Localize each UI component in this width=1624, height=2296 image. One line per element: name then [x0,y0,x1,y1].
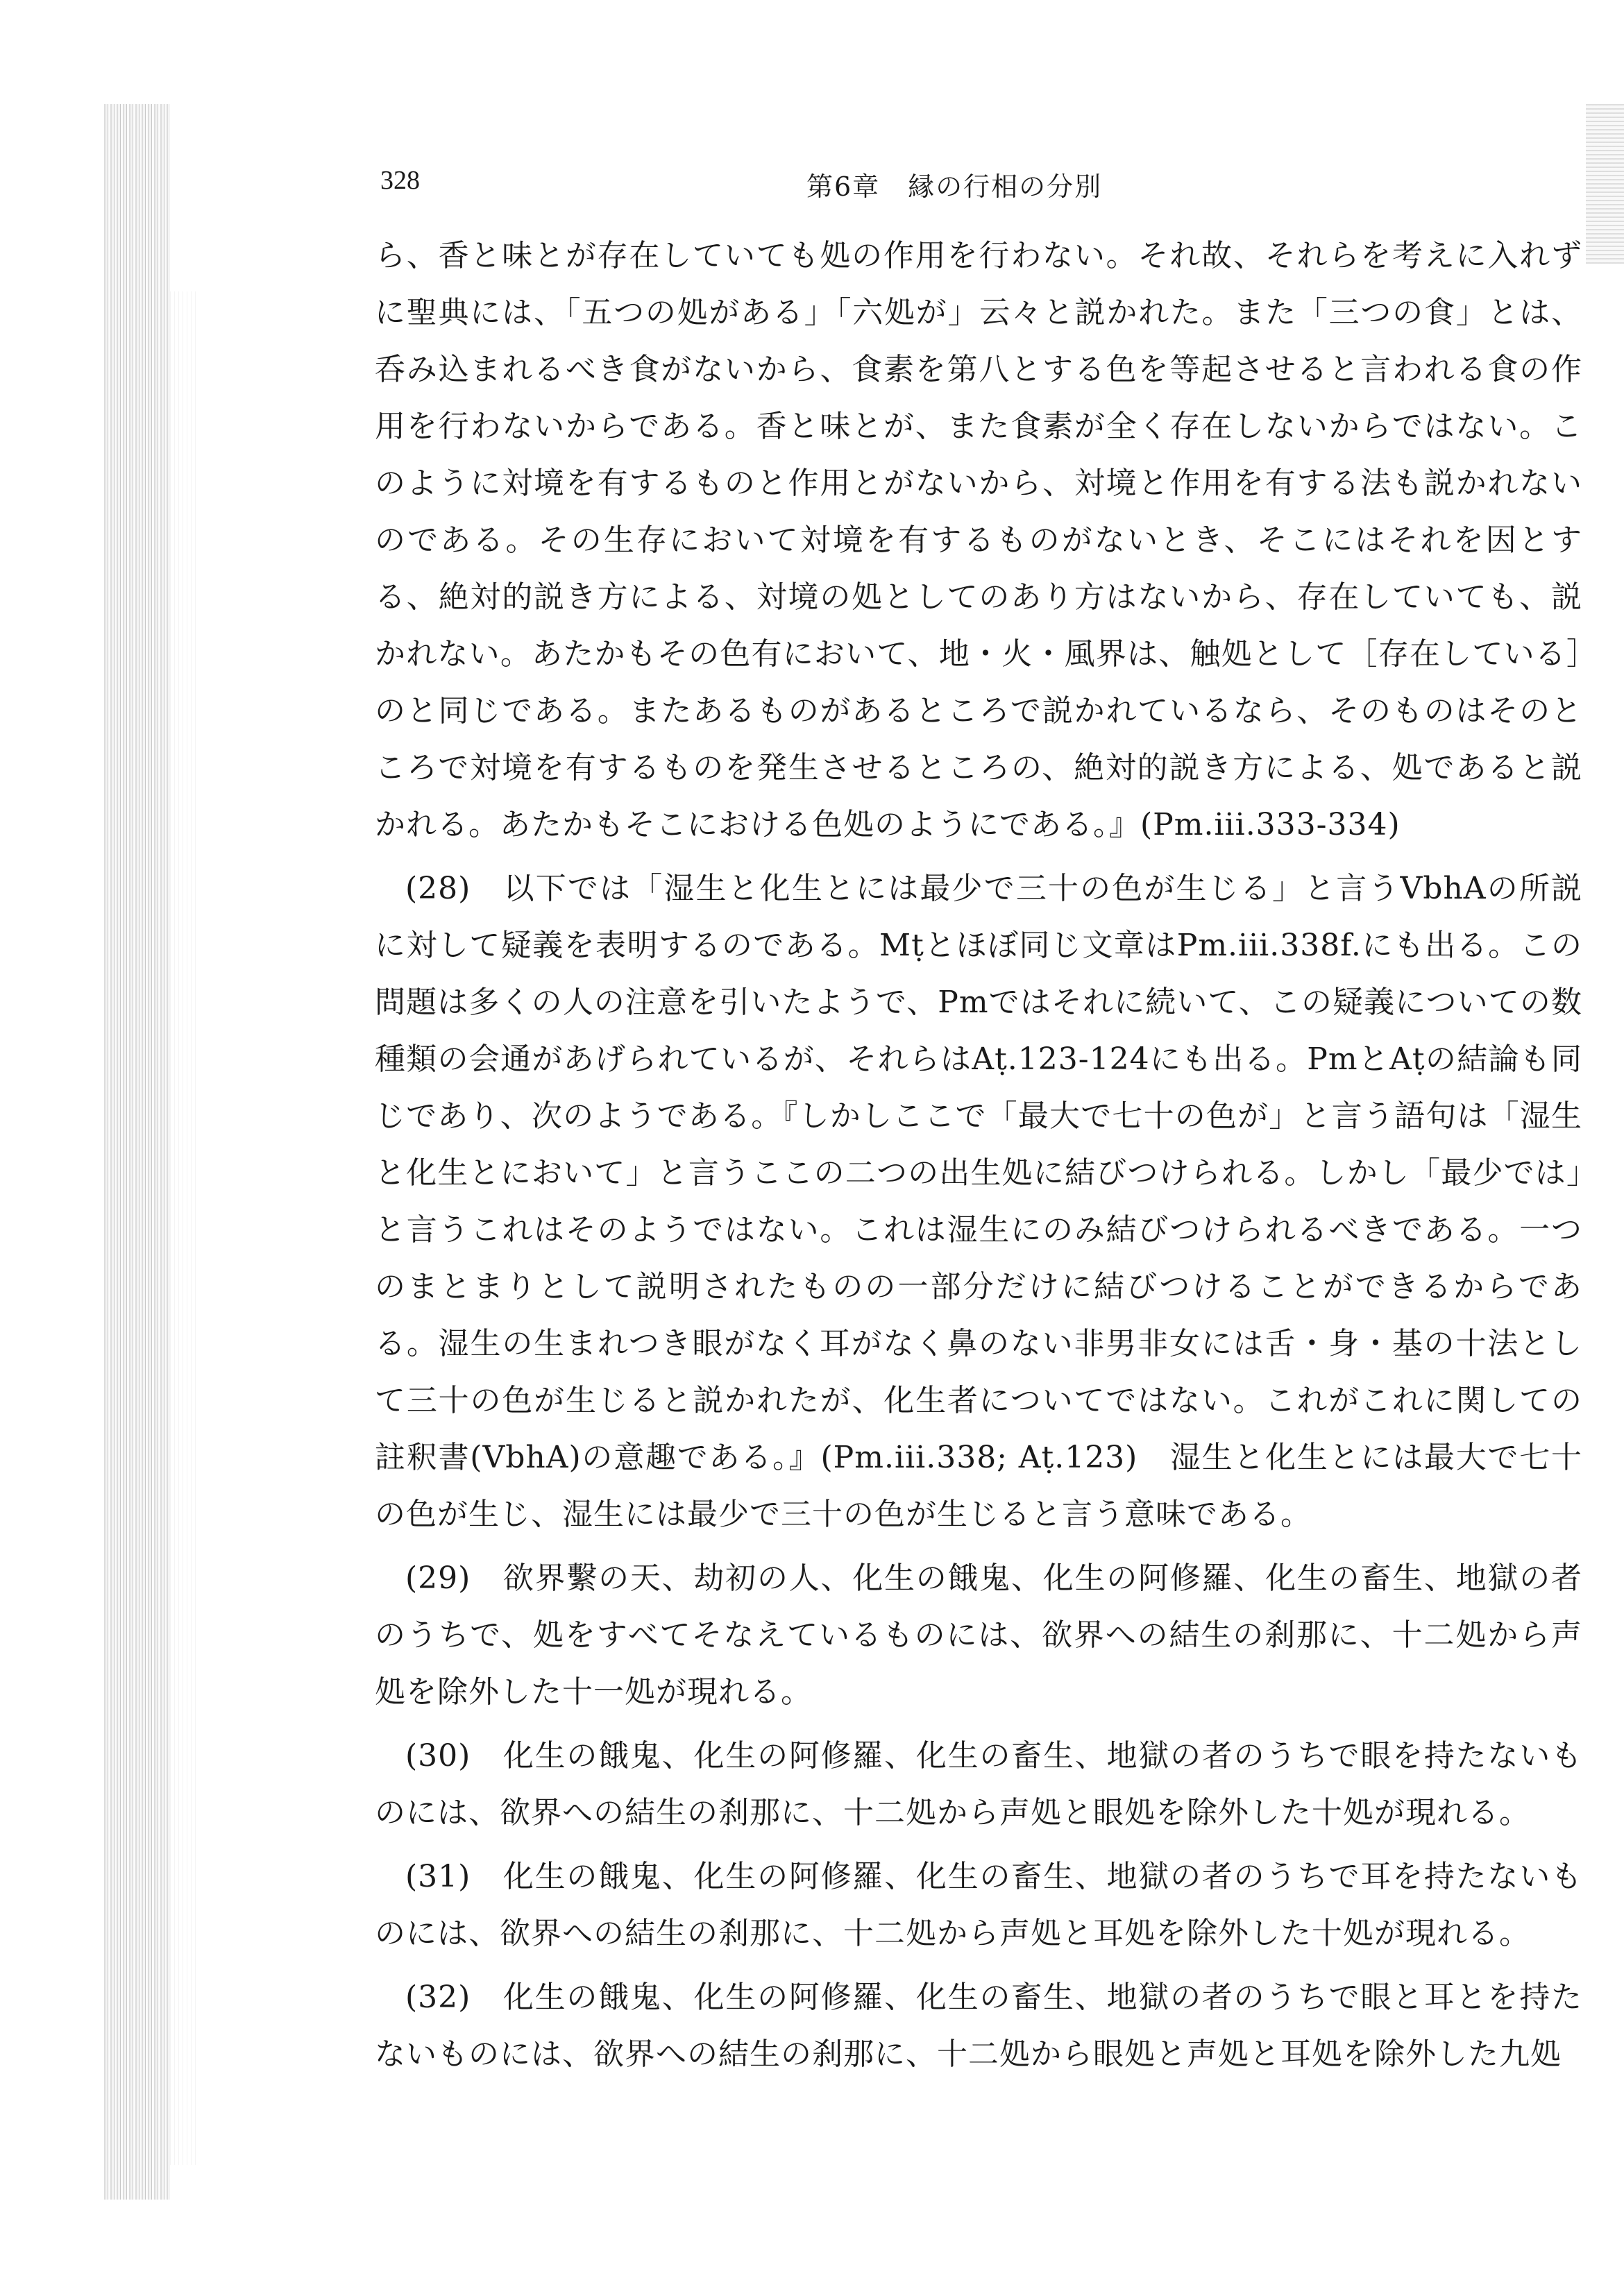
page-number: 328 [380,166,420,195]
paragraph-continuation: ら、香と味とが存在していても処の作用を行わない。それ故、それらを考えに入れずに聖典には、「五つの処がある」「六処が」云々と説かれた。また「三つの食」とは、呑み込まれるべき食がないから、食素を第八とする色を等起させると言われる食の作用を行わないからである。香と味とが、また食素が全く存在しないからではない。このように対境を有するものと作用とがないから、対境と作用を有する法も説かれないのである。その生存において対境を有するものがないとき、そこにはそれを因とする、絶対的説き方による、対境の処としてのあり方はないから、存在していても、説かれない。あたかもその色有において、地・火・風界は、触処として［存在している］のと同じである。またあるものがあるところで説かれているなら、そのものはそのところで対境を有するものを発生させるところの、絶対的説き方による、処であると説かれる。あたかもそこにおける色処のようにである。』(Pm.iii.333-334) [375,238,1582,842]
binding-gutter [104,104,170,2200]
note-32: (32) 化生の餓鬼、化生の阿修羅、化生の畜生、地獄の者のうちで眼と耳とを持たないものには、欲界への結生の刹那に、十二処から眼処と声処と耳処を除外した九処 [375,1980,1582,2072]
note-30: (30) 化生の餓鬼、化生の阿修羅、化生の畜生、地獄の者のうちで眼を持たないものには、欲界への結生の刹那に、十二処から声処と眼処を除外した十処が現れる。 [375,1738,1582,1830]
chapter-title: 第6章 縁の行相の分別 [806,171,1103,202]
scan-edge-mark [1586,104,1624,264]
binding-shadow [170,291,198,2165]
note-28: (28) 以下では「湿生と化生とには最少で三十の色が生じる」と言うVbhAの所説に対して疑義を表明するのである。Mṭとほぼ同じ文章はPm.iii.338f.にも出る。この問題は多くの人の注意を引いたようで、Pmではそれに続いて、この疑義についての数種類の会通があげられているが、それらはAṭ.123-124にも出る。PmとAṭの結論も同じであり、次のようである。『しかしここで「最大で七十の色が」と言う語句は「湿生と化生とにおいて」と言うここの二つの出生処に結びつけられる。しかし「最少では」と言うこれはそのようではない。これは湿生にのみ結びつけられるべきである。一つのまとまりとして説明されたものの一部分だけに結びつけることができるからである。湿生の生まれつき眼がなく耳がなく鼻のない非男非女には舌・身・基の十法として三十の色が生じると説かれたが、化生者についてではない。これがこれに関しての註釈書(VbhA)の意趣である。』(Pm.iii.338; Aṭ.123) 湿生と化生とには最大で七十の色が生じ、湿生には最少で三十の色が生じると言う意味である。 [375,871,1582,1532]
note-29: (29) 欲界繫の天、劫初の人、化生の餓鬼、化生の阿修羅、化生の畜生、地獄の者のうちで、処をすべてそなえているものには、欲界への結生の刹那に、十二処から声処を除外した十一処が現れる。 [375,1561,1582,1710]
body-text [375,228,1582,2083]
note-31: (31) 化生の餓鬼、化生の阿修羅、化生の畜生、地獄の者のうちで耳を持たないものには、欲界への結生の刹那に、十二処から声処と耳処を除外した十処が現れる。 [375,1859,1582,1951]
running-head [380,165,1574,214]
